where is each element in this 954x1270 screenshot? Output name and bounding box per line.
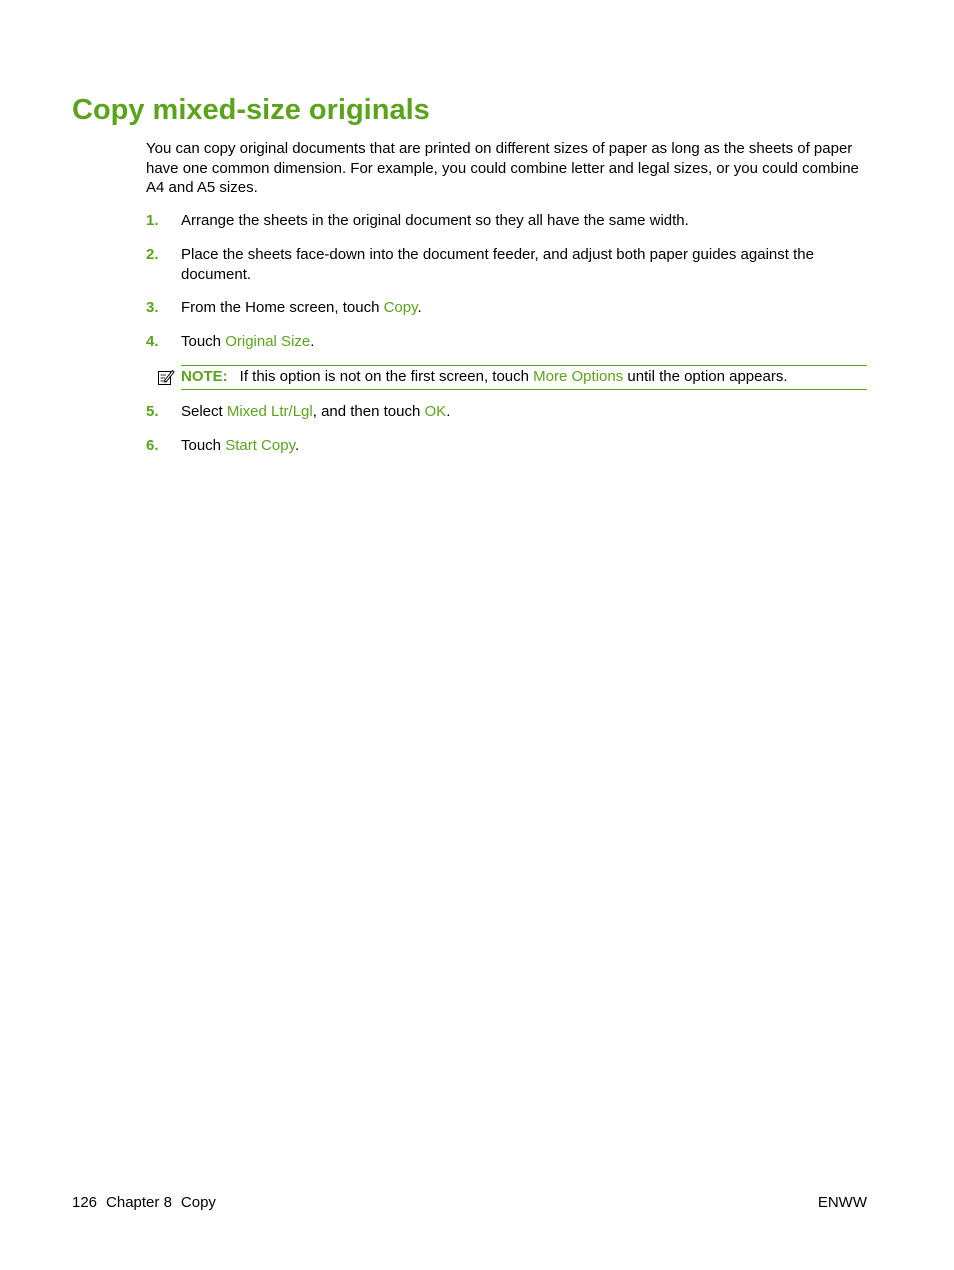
step-number: 6. xyxy=(146,437,159,454)
ui-term-original-size: Original Size xyxy=(225,333,311,350)
step-text xyxy=(181,436,870,456)
step-text: Arrange the sheets in the original document so they all have the same width. xyxy=(181,212,689,229)
step-text-mid: , and then touch xyxy=(312,403,425,420)
step-text-post: . xyxy=(446,403,451,420)
step-text: Place the sheets face-down into the document feeder, and adjust both paper guides against the document. xyxy=(181,246,814,283)
step-text-pre: Select xyxy=(181,403,227,420)
step-text-pre: Touch xyxy=(181,437,226,454)
footer-code: ENWW xyxy=(817,1194,867,1211)
step-6 xyxy=(146,436,870,456)
ui-term-ok: OK xyxy=(424,403,447,420)
note-pencil-icon xyxy=(156,367,176,387)
step-number: 2. xyxy=(146,246,159,263)
page-number: 126 xyxy=(72,1194,98,1211)
step-5 xyxy=(146,402,870,422)
step-2 xyxy=(146,245,870,284)
step-text-pre: From the Home screen, touch xyxy=(181,299,384,316)
ui-term-copy: Copy xyxy=(383,299,418,316)
step-number: 5. xyxy=(146,403,159,420)
note-text-pre: If this option is not on the first screen, touch xyxy=(239,368,534,385)
step-text xyxy=(181,332,870,352)
step-text-post: . xyxy=(310,333,315,350)
note-box xyxy=(181,365,867,390)
step-number: 1. xyxy=(146,212,159,229)
footer-left xyxy=(72,1193,225,1212)
note-label: NOTE: xyxy=(181,368,228,385)
step-4 xyxy=(146,332,870,352)
step-number: 3. xyxy=(146,299,159,316)
step-1 xyxy=(146,211,870,231)
ui-term-mixed-ltr-lgl: Mixed Ltr/Lgl xyxy=(226,403,313,420)
step-text-pre: Touch xyxy=(181,333,226,350)
ui-term-more-options: More Options xyxy=(533,368,624,385)
step-text-post: . xyxy=(294,437,300,454)
step-text xyxy=(181,402,870,422)
step-text xyxy=(181,298,870,318)
ui-term-start-copy: Start Copy xyxy=(225,437,295,454)
footer-section: Copy xyxy=(180,1194,216,1211)
step-number: 4. xyxy=(146,333,159,350)
step-text-post: . xyxy=(417,299,422,316)
footer-chapter: Chapter 8 xyxy=(106,1194,172,1211)
intro-paragraph: You can copy original documents that are printed on different sizes of paper as long as the sheets of paper have one common dimension. For example, you could combine letter and legal sizes, or you could combine A4 and A5 sizes. xyxy=(146,140,859,196)
note-text-post: until the option appears. xyxy=(623,368,788,385)
page-title: Copy mixed-size originals xyxy=(72,94,430,126)
step-3 xyxy=(146,298,870,318)
